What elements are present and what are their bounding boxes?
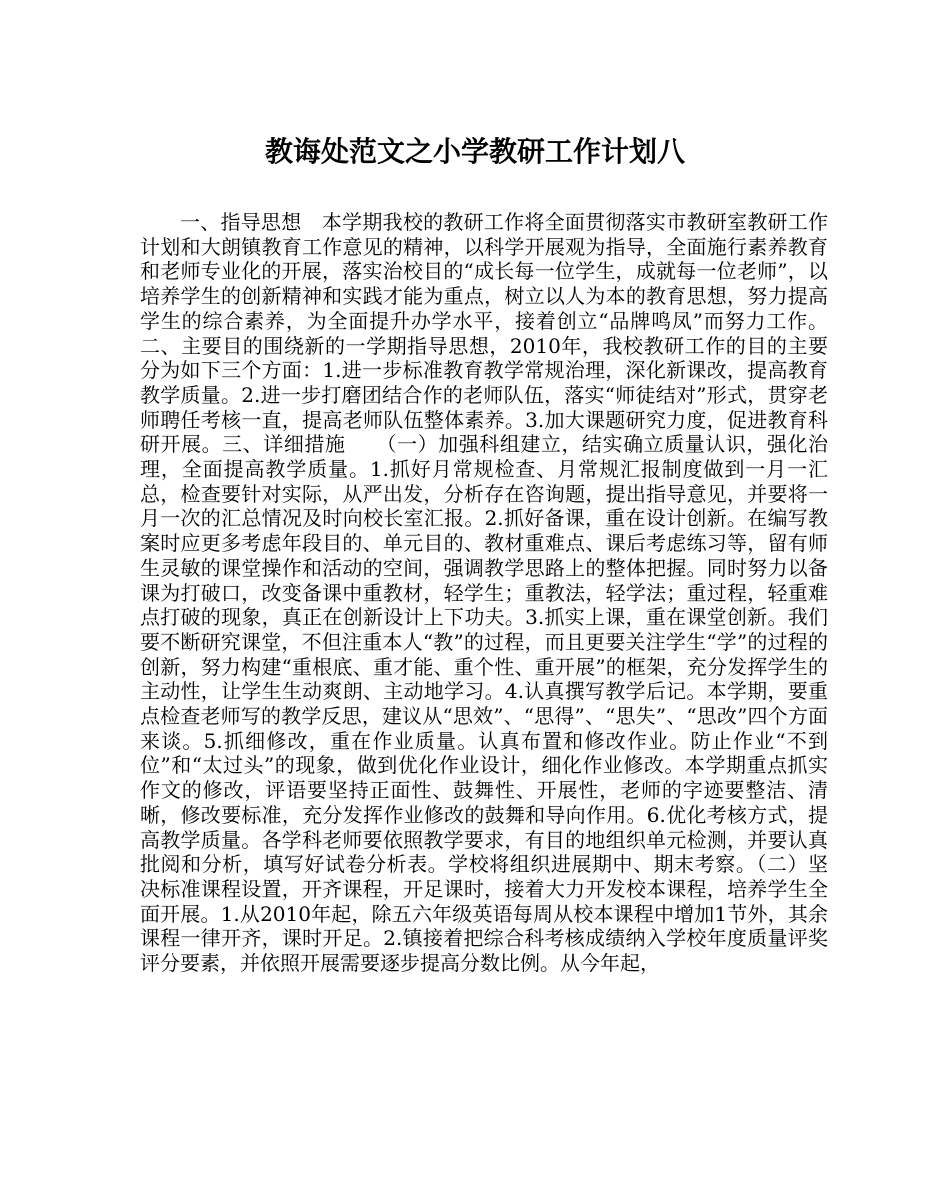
document-body-paragraph: 一、指导思想 本学期我校的教研工作将全面贯彻落实市教研室教研工作计划和大朗镇教育工作意见的精神，以科学开展观为指导，全面施行素养教育和老师专业化的开展，落实治校目的“成长每一位学生，成就每一位老师”，以培养学生的创新精神和实践才能为重点，树立以人为本的教育思想，努力提高学生的综合素养，为全面提升办学水平，接着创立“品牌鸣凤”而努力工作。二、主要目的围绕新的一学期指导思想，2010年，我校教研工作的目的主要分为如下三个方面：1.进一步标准教育教学常规治理，深化新课改，提高教育教学质量。2.进一步打磨团结合作的老师队伍，落实“师徒结对”形式，贯穿老师聘任考核一直，提高老师队伍整体素养。3.加大课题研究力度，促进教育科研开展。三、详细措施 （一）加强科组建立，结实确立质量认识，强化治理，全面提高教学质量。1.抓好月常规检查、月常规汇报制度做到一月一汇总，检查要针对实际，从严出发，分析存在咨询题，提出指导意见，并要将一月一次的汇总情况及时向校长室汇报。2.抓好备课，重在设计创新。在编写教案时应更多考虑年段目的、单元目的、教材重难点、课后考虑练习等，留有师生灵敏的课堂操作和活动的空间，强调教学思路上的整体把握。同时努力以备课为打破口，改变备课中重教材，轻学生；重教法，轻学法；重过程，轻重难点打破的现象，真正在创新设计上下功夫。3.抓实上课，重在课堂创新。我们要不断研究课堂，不但注重本人“教”的过程，而且更要关注学生“学”的过程的创新，努力构建“重根底、重才能、重个性、重开展”的框架，充分发挥学生的主动性，让学生生动爽朗、主动地学习。4.认真撰写教学后记。本学期，要重点检查老师写的教学反思，建议从“思效”、“思得”、“思失”、“思改”四个方面来谈。5.抓细修改，重在作业质量。认真布置和修改作业。防止作业“不到位”和“太过头”的现象，做到优化作业设计，细化作业修改。本学期重点抓实作文的修改，评语要坚持正面性、鼓舞性、开展性，老师的字迹要整洁、清晰，修改要标准，充分发挥作业修改的鼓舞和导向作用。6.优化考核方式，提高教学质量。各学科老师要依照教学要求，有目的地组织单元检测，并要认真批阅和分析，填写好试卷分析表。学校将组织进展期中、期末考察。（二）坚决标准课程设置，开齐课程，开足课时，接着大力开发校本课程，培养学生全面开展。1.从2010年起，除五六年级英语每周从校本课程中增加1节外，其余课程一律开齐，课时开足。2.镇接着把综合科考核成绩纳入学校年度质量评奖评分要素，并依照开展需要逐步提高分数比例。从今年起， (140, 210, 828, 976)
document-title: 教诲处范文之小学教研工作计划八 (264, 135, 685, 168)
